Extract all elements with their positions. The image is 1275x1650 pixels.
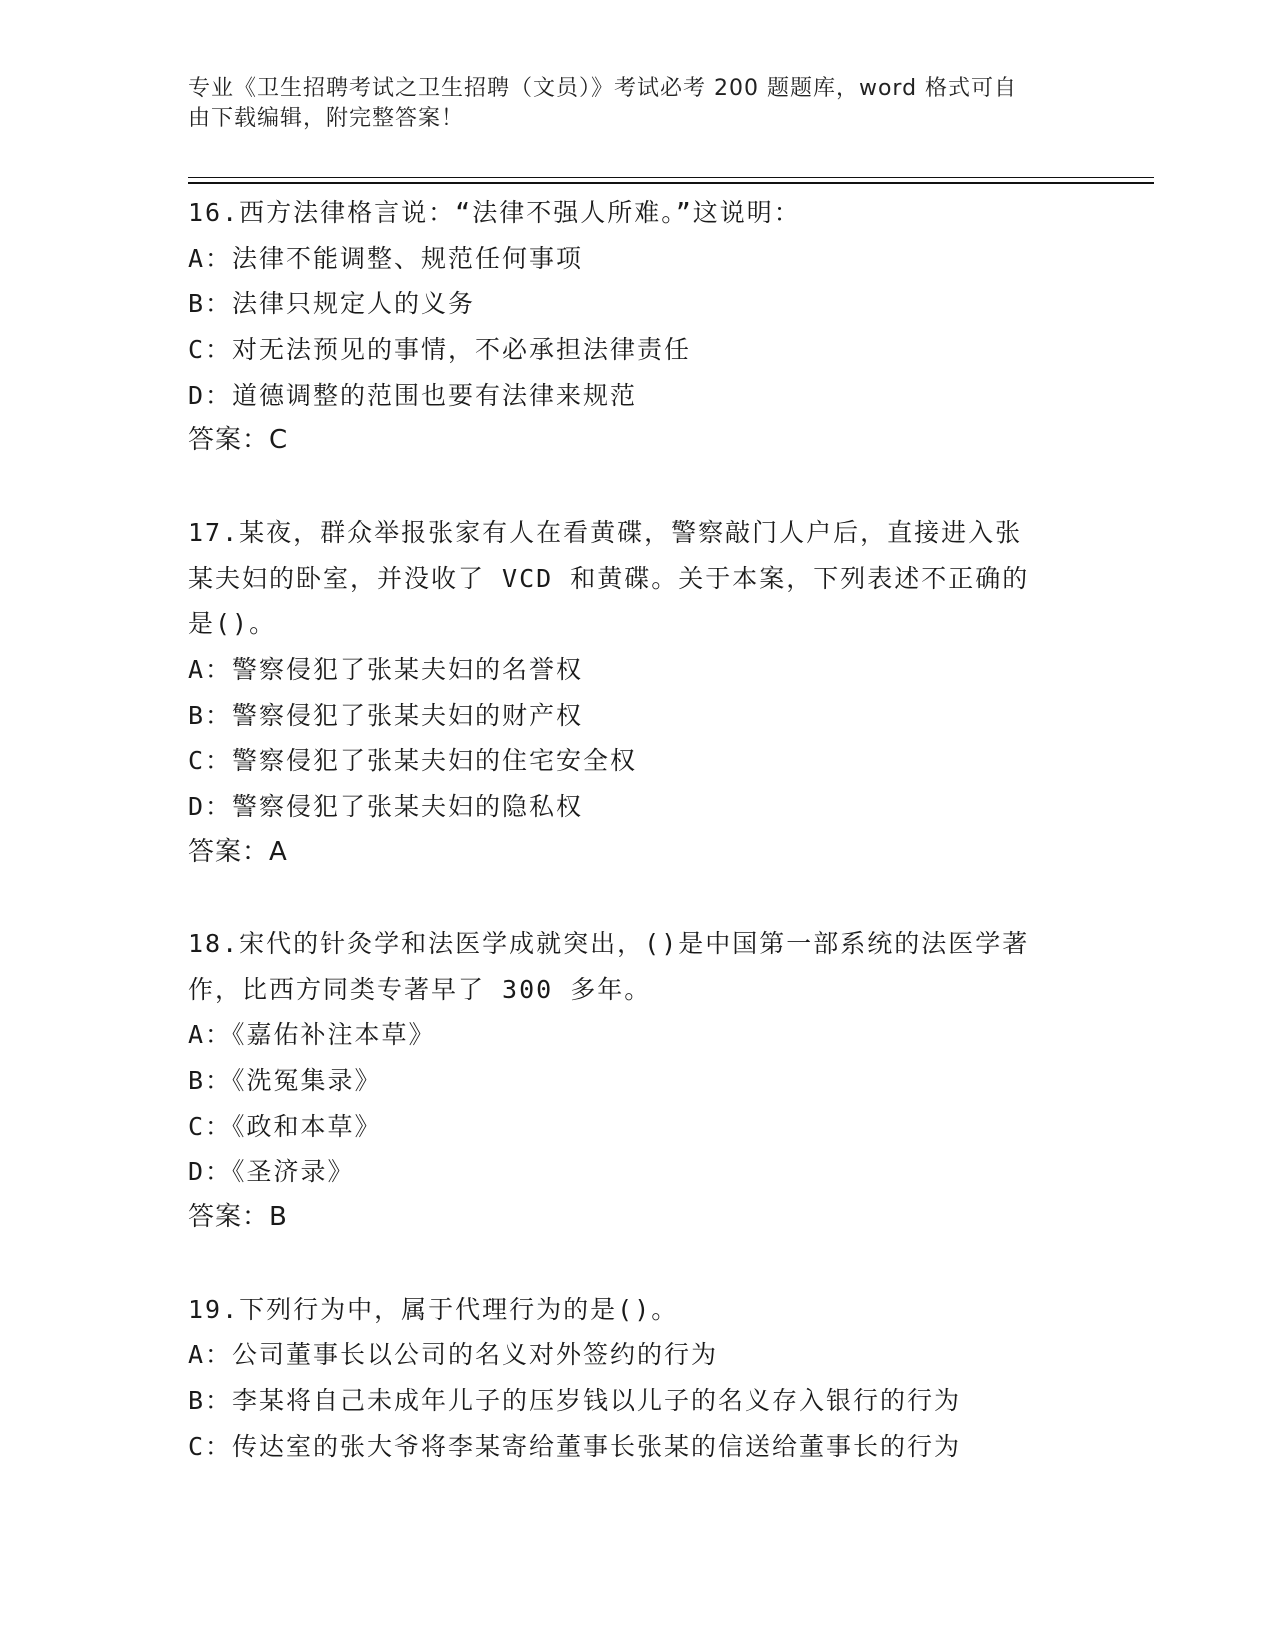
- header-rule-thin: [188, 177, 1154, 178]
- header-line-1: 专业《卫生招聘考试之卫生招聘（文员）》考试必考 200 题题库，word 格式可自: [188, 76, 1018, 101]
- option-b: B：警察侵犯了张某夫妇的财产权: [188, 700, 584, 730]
- question-stem-line: 18.宋代的针灸学和法医学成就突出，()是中国第一部系统的法医学著: [188, 929, 1030, 958]
- option-a: A：《嘉佑补注本草》: [188, 1020, 436, 1050]
- question-spacer: [188, 875, 1088, 921]
- question-18: [188, 921, 1088, 1241]
- question-17: [188, 510, 1088, 876]
- question-stem-line: 16.西方法律格言说：“法律不强人所难。”这说明：: [188, 198, 801, 227]
- option-a: A：公司董事长以公司的名义对外签约的行为: [188, 1340, 719, 1370]
- answer-line: 答案：C: [188, 425, 289, 456]
- option-b: B：《洗冤集录》: [188, 1066, 382, 1096]
- question-list: [188, 190, 1088, 1469]
- option-b: B：李某将自己未成年儿子的压岁钱以儿子的名义存入银行的行为: [188, 1385, 962, 1415]
- option-d: D：警察侵犯了张某夫妇的隐私权: [188, 791, 584, 821]
- question-stem-line: 17.某夜，群众举报张家有人在看黄碟，警察敲门人户后，直接进入张: [188, 517, 1023, 547]
- option-a: A：法律不能调整、规范任何事项: [188, 243, 584, 273]
- option-d: D：道德调整的范围也要有法律来规范: [188, 380, 638, 410]
- answer-line: 答案：B: [188, 1202, 288, 1233]
- question-19: [188, 1287, 1088, 1470]
- answer-line: 答案：A: [188, 836, 288, 867]
- header-line-2: 由下载编辑，附完整答案！: [188, 106, 465, 131]
- option-c: C：警察侵犯了张某夫妇的住宅安全权: [188, 746, 638, 776]
- header-rule-thick: [188, 182, 1154, 184]
- question-spacer: [188, 464, 1088, 510]
- question-stem-line: 是()。: [188, 609, 277, 639]
- option-c: C：对无法预见的事情，不必承担法律责任: [188, 335, 692, 365]
- document-header: [188, 74, 1068, 134]
- question-stem-line: 19.下列行为中，属于代理行为的是()。: [188, 1294, 679, 1324]
- option-a: A：警察侵犯了张某夫妇的名誉权: [188, 654, 584, 684]
- question-stem-line: 作，比西方同类专著早了 300 多年。: [188, 974, 652, 1004]
- option-b: B：法律只规定人的义务: [188, 289, 476, 319]
- question-stem-line: 某夫妇的卧室，并没收了 VCD 和黄碟。关于本案，下列表述不正确的: [188, 563, 1030, 593]
- question-16: [188, 190, 1088, 464]
- option-c: C：传达室的张大爷将李某寄给董事长张某的信送给董事长的行为: [188, 1431, 962, 1461]
- option-c: C：《政和本草》: [188, 1111, 382, 1141]
- option-d: D：《圣济录》: [188, 1157, 355, 1187]
- question-spacer: [188, 1241, 1088, 1287]
